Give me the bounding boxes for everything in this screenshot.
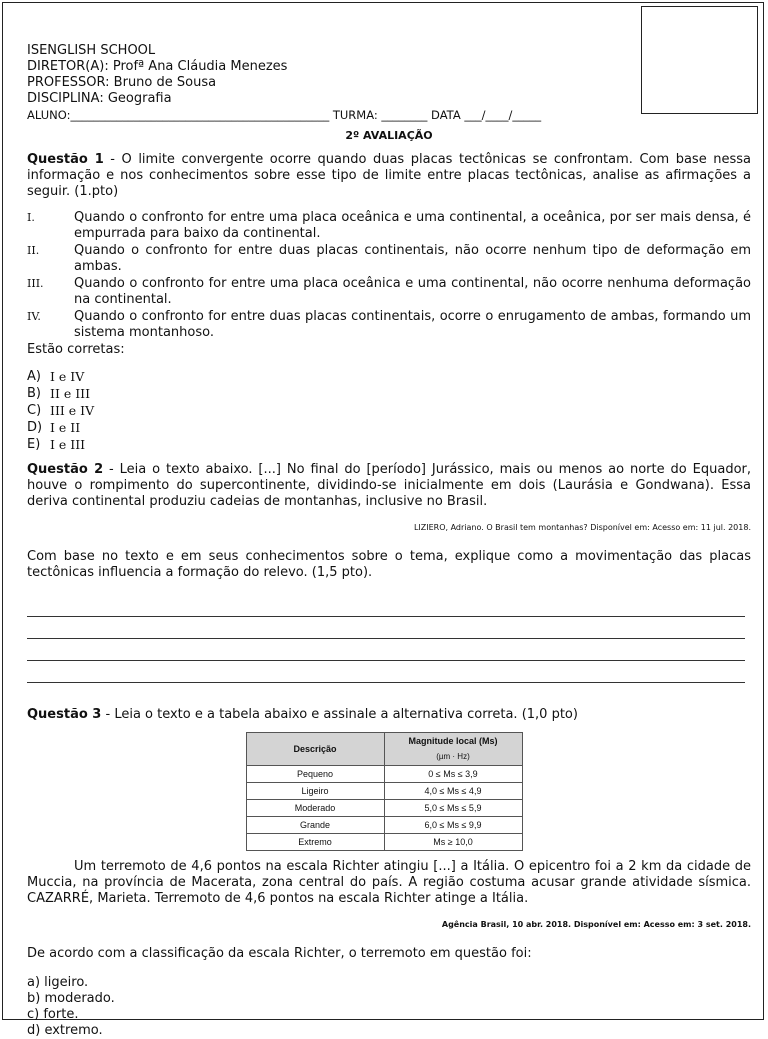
table-cell-description: Grande — [246, 817, 384, 834]
option-letter: D) — [27, 420, 43, 435]
student-fields-line[interactable]: ALUNO:_____________________________________________ TURMA: ________ DATA ___/____/_____ — [27, 108, 542, 122]
question-1-text — [27, 152, 751, 200]
table-row — [246, 783, 522, 800]
option-letter: A) — [27, 369, 41, 384]
answer-option[interactable] — [27, 403, 751, 420]
question-3-statement: - Leia o texto e a tabela abaixo e assinale a alternativa correta. (1,0 pto) — [101, 707, 578, 722]
answer-option[interactable]: d) extremo. — [27, 1023, 103, 1038]
question-1-statement: - O limite convergente ocorre quando duas placas tectônicas se confrontam. Com base nessa informação e nos conhecimentos sobre esse tipo de limite entre placas tectônicas, analise as afirmações a seguir. (1.pto) — [27, 152, 751, 199]
question-2-statement: - Leia o texto abaixo. [...] No final do [período] Jurássico, mais ou menos ao norte do Equador, houve o rompimento do supercontinente, dividindo-se inicialmente em dois (Laurásia e Gondwana). Essa deriva continental produziu cadeias de montanhas, inclusive no Brasil. — [27, 462, 751, 509]
table-header-magnitude — [384, 733, 522, 766]
option-text: I e IV — [50, 369, 85, 384]
answer-option[interactable]: b) moderado. — [27, 991, 115, 1006]
table-cell-range: 0 ≤ Ms ≤ 3,9 — [384, 766, 522, 783]
question-3-label: Questão 3 — [27, 707, 102, 722]
question-3-source: Agência Brasil, 10 abr. 2018. Disponível em: Acesso em: 3 set. 2018. — [441, 920, 751, 929]
statement-text: Quando o confronto for entre uma placa oceânica e uma continental, não ocorre nenhuma deformação na continental. — [74, 276, 751, 307]
question-2-text — [27, 462, 751, 510]
discipline-line: DISCIPLINA: Geografia — [27, 91, 172, 106]
table-header-description: Descrição — [246, 733, 384, 766]
table-cell-range: 4,0 ≤ Ms ≤ 4,9 — [384, 783, 522, 800]
table-row — [246, 766, 522, 783]
statement-item — [27, 276, 751, 308]
question-2-source: LIZIERO, Adriano. O Brasil tem montanhas? Disponível em: Acesso em: 11 jul. 2018. — [413, 523, 751, 532]
exam-title: 2º AVALIAÇÃO — [345, 129, 433, 142]
statement-number: II. — [27, 244, 40, 257]
question-3 — [27, 707, 751, 1039]
statement-text: Quando o confronto for entre duas placas continentais, ocorre o enrugamento de ambas, formando um sistema montanhoso. — [74, 309, 751, 340]
statement-number: I. — [27, 211, 35, 224]
table-row — [246, 834, 522, 851]
option-text: II e III — [50, 386, 91, 401]
question-3-text — [27, 707, 751, 723]
table-row — [246, 800, 522, 817]
option-letter: B) — [27, 386, 41, 401]
professor-line: PROFESSOR: Bruno de Sousa — [27, 75, 217, 90]
statement-number: III. — [27, 277, 44, 290]
table-cell-description: Pequeno — [246, 766, 384, 783]
answer-option[interactable]: a) ligeiro. — [27, 975, 89, 990]
statement-text: Quando o confronto for entre uma placa oceânica e uma continental, a oceânica, por ser mais densa, é empurrada para baixo da continental. — [74, 210, 751, 241]
statement-text: Quando o confronto for entre duas placas continentais, não ocorre nenhum tipo de deformação em ambas. — [74, 243, 751, 274]
statement-item — [27, 210, 751, 242]
question-1 — [27, 152, 751, 454]
school-name: ISENGLISH SCHOOL — [27, 43, 156, 58]
question-3-prompt: De acordo com a classificação da escala Richter, o terremoto em questão foi: — [27, 946, 532, 961]
option-letter: E) — [27, 437, 41, 452]
answer-option[interactable]: c) forte. — [27, 1007, 79, 1022]
answer-option[interactable] — [27, 420, 751, 437]
answer-option[interactable] — [27, 437, 751, 454]
answer-line[interactable] — [27, 595, 745, 617]
option-text: I e II — [50, 420, 81, 435]
exam-content — [27, 43, 751, 1039]
statement-item — [27, 309, 751, 341]
table-row — [246, 817, 522, 834]
question-1-options — [27, 369, 751, 454]
magnitude-header-label: Magnitude local (Ms) — [408, 736, 498, 746]
table-cell-description: Extremo — [246, 834, 384, 851]
option-letter: C) — [27, 403, 42, 418]
richter-table — [246, 732, 523, 851]
option-text: I e III — [50, 437, 86, 452]
answer-line[interactable] — [27, 639, 745, 661]
answer-option[interactable] — [27, 386, 751, 403]
question-2-prompt: Com base no texto e em seus conhecimentos sobre o tema, explique como a movimentação das placas tectônicas influencia a formação do relevo. (1,5 pto). — [27, 549, 751, 580]
question-3-options — [27, 975, 751, 1039]
answer-lines[interactable] — [27, 595, 751, 683]
table-cell-range: Ms ≥ 10,0 — [384, 834, 522, 851]
director-line: DIRETOR(A): Profª Ana Cláudia Menezes — [27, 59, 288, 74]
table-cell-range: 6,0 ≤ Ms ≤ 9,9 — [384, 817, 522, 834]
statement-list — [27, 210, 751, 341]
table-cell-description: Moderado — [246, 800, 384, 817]
answer-line[interactable] — [27, 617, 745, 639]
question-1-prompt: Estão corretas: — [27, 342, 125, 357]
table-cell-range: 5,0 ≤ Ms ≤ 5,9 — [384, 800, 522, 817]
question-3-quote: Um terremoto de 4,6 pontos na escala Richter atingiu [...] a Itália. O epicentro foi a 2 km da cidade de Muccia, na província de Macerata, zona central do país. A região costuma acusar grande atividade sísmica. CAZARRÉ, Marieta. Terremoto de 4,6 pontos na escala Richter atinge a Itália. — [27, 859, 751, 906]
answer-line[interactable] — [27, 661, 745, 683]
question-2-label: Questão 2 — [27, 462, 104, 477]
exam-header — [27, 43, 751, 123]
option-text: III e IV — [50, 403, 95, 418]
question-2 — [27, 462, 751, 683]
statement-number: IV. — [27, 310, 41, 323]
question-1-label: Questão 1 — [27, 152, 104, 167]
answer-option[interactable] — [27, 369, 751, 386]
table-cell-description: Ligeiro — [246, 783, 384, 800]
magnitude-unit: (µm · Hz) — [436, 752, 470, 761]
statement-item — [27, 243, 751, 275]
